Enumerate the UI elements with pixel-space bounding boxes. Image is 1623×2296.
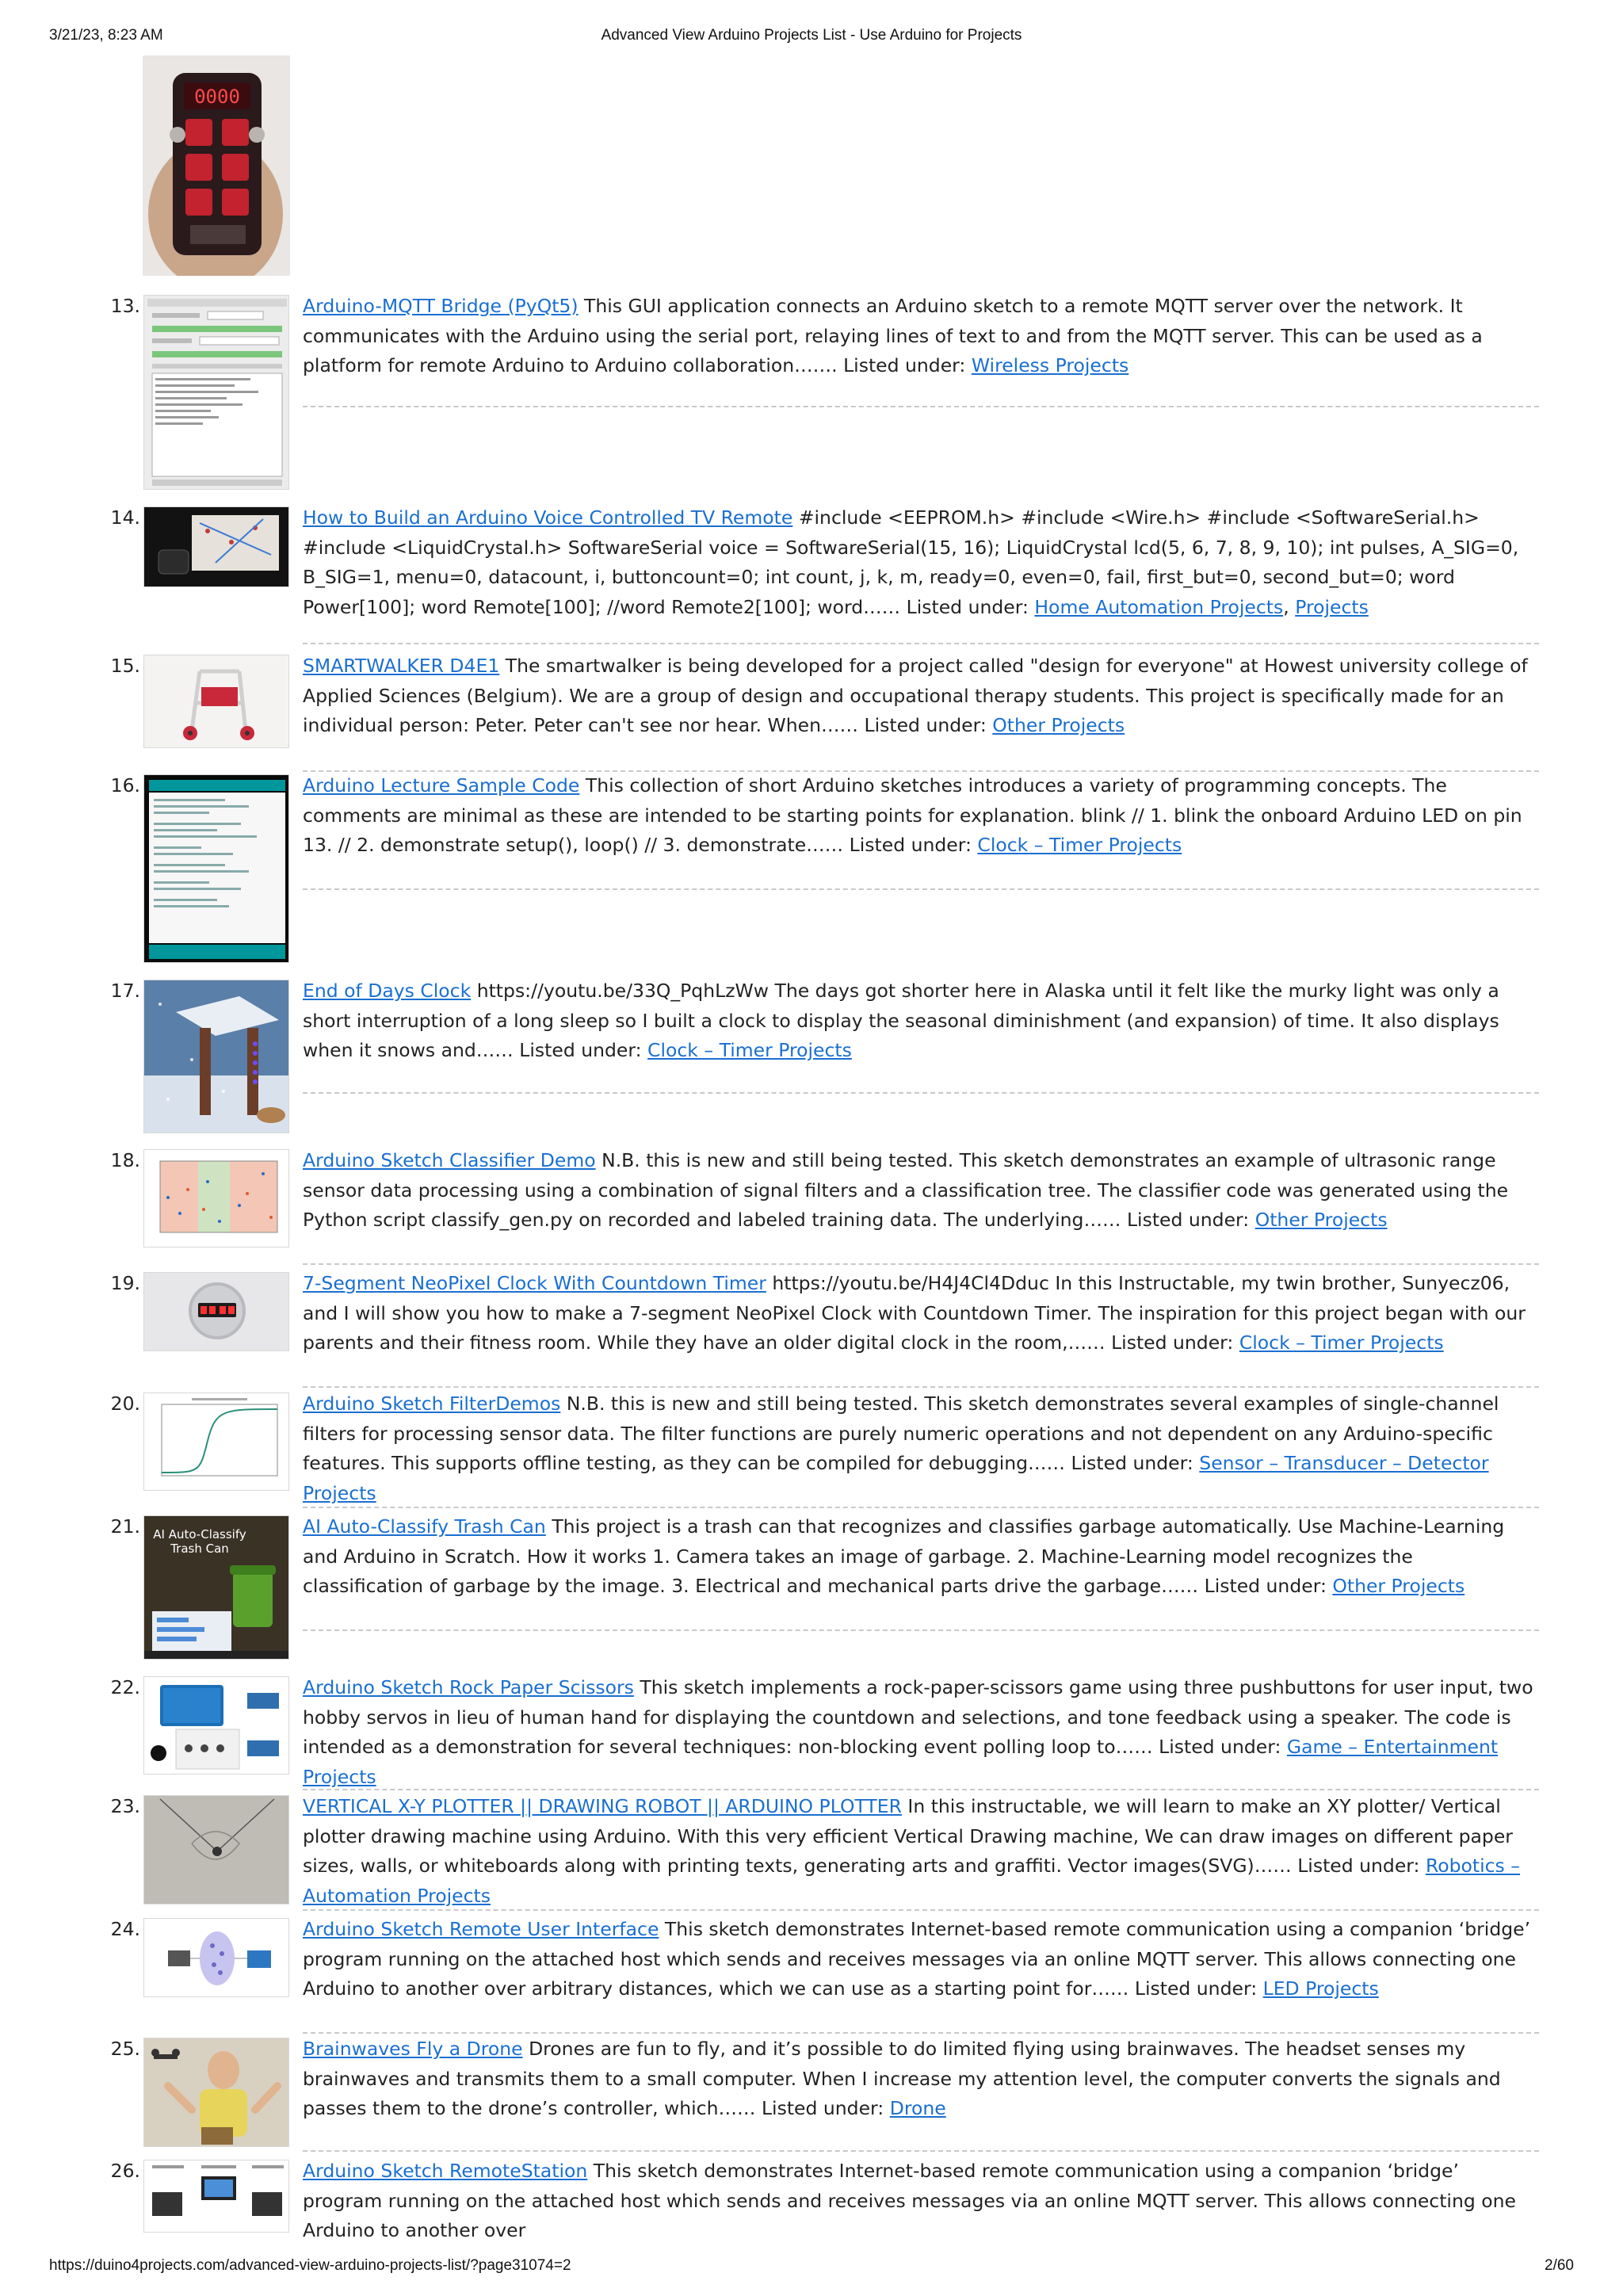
print-footer	[49, 2257, 1574, 2278]
category-link-clock-timer[interactable]: Clock – Timer Projects	[647, 1039, 852, 1061]
category-link-game[interactable]: Game – Entertainment Projects	[303, 1736, 1499, 1788]
category-link-projects[interactable]: Projects	[1295, 595, 1369, 618]
category-link-other[interactable]: Other Projects	[1254, 1209, 1388, 1231]
project-link-vertical-plotter[interactable]: VERTICAL X-Y PLOTTER || DRAWING ROBOT || ARDUINO PLOTTER	[303, 1795, 902, 1817]
thumbnail-tv-remote[interactable]	[143, 506, 289, 587]
print-url: https://duino4projects.com/advanced-view-arduino-projects-list/?page31074=2	[49, 2257, 571, 2274]
item-number: 21.	[110, 1515, 140, 1538]
thumbnail-classifier-plot[interactable]	[143, 1149, 289, 1247]
item-divider	[303, 643, 1539, 644]
listed-under-label: Listed under:	[1134, 1977, 1258, 2000]
project-link-lecture-sample-code[interactable]: Arduino Lecture Sample Code	[303, 774, 580, 797]
category-link-led[interactable]: LED Projects	[1262, 1977, 1379, 2000]
item-body: https://youtu.be/H4J4Cl4Dduc In this Instructable, my twin brother, Sunyecz06, and I will show you how to make a 7-segment NeoPixel Clock with Countdown Timer. The inspiration for this project began with our parents and their fitness room. While they have an older digital clock in the room,……	[303, 1272, 1526, 1354]
item-description	[303, 1389, 1539, 1508]
item-description	[303, 2034, 1539, 2124]
item-body: This project is a trash can that recognizes and classifies garbage automatically. Use Machine-Learning and Arduino in Scratch. How it works 1. Camera takes an image of garbage. 2. Machine-Learning model recognizes the classification of garbage by the image. 3. Electrical and mechanical parts drive the garbage……	[303, 1515, 1505, 1597]
item-number: 26.	[110, 2160, 140, 2182]
thumbnail-vertical-plotter[interactable]	[143, 1795, 289, 1904]
listed-under-label: Listed under:	[849, 834, 972, 856]
thumbnail-remote-user-interface[interactable]	[143, 1918, 289, 1997]
item-description	[303, 976, 1539, 1066]
project-link-end-of-days-clock[interactable]: End of Days Clock	[303, 980, 472, 1002]
listed-under-label: Listed under:	[519, 1039, 642, 1061]
item-divider	[303, 1386, 1539, 1388]
item-number: 17.	[110, 980, 140, 1002]
item-body: This sketch implements a rock-paper-scissors game using three pushbuttons for user input, two hobby servos in lieu of human hand for displaying the countdown and selections, and tone feedback using a speaker. The code is intended as a demonstration for several techniques: non-blocking event polling loop to……	[303, 1676, 1533, 1758]
thumb-caption: AI Auto-Classify	[153, 1527, 246, 1541]
item-description	[303, 292, 1539, 381]
project-link-ai-trash-can[interactable]: AI Auto-Classify Trash Can	[303, 1515, 546, 1538]
thumbnail-rock-paper-scissors[interactable]	[143, 1676, 289, 1775]
item-body: N.B. this is new and still being tested. This sketch demonstrates several examples of single-channel filters for processing sensor data. The filter functions are purely numeric operations and not dependent on any Arduino-specific features. This supports offline testing, as they can be compiled for debugging……	[303, 1392, 1499, 1474]
thumbnail-filter-plot[interactable]	[143, 1392, 289, 1491]
item-body: The smartwalker is being developed for a project called "design for everyone" at Howest university college of Applied Sciences (Belgium). We are a group of design and occupational therapy students. This project is specifically made for an individual person: Peter. Peter can't see nor hear. When……	[303, 655, 1528, 736]
thumbnail-smartwalker[interactable]	[143, 655, 289, 748]
listed-under-label: Listed under:	[1159, 1736, 1281, 1758]
item-number: 14.	[110, 506, 140, 529]
project-link-classifier-demo[interactable]: Arduino Sketch Classifier Demo	[303, 1149, 596, 1171]
item-body: This sketch demonstrates Internet-based remote communication using a companion ‘bridge’ program running on the attached host which sends and receives messages via an online MQTT server. This allows connecting one Arduino to another over arbitrary distances, which we can use as a starting point for……	[303, 1918, 1531, 2000]
project-link-remote-station[interactable]: Arduino Sketch RemoteStation	[303, 2160, 588, 2182]
item-number: 13.	[110, 295, 140, 317]
listed-under-label: Listed under:	[843, 354, 966, 376]
category-link-clock-timer[interactable]: Clock – Timer Projects	[977, 834, 1182, 856]
thumbnail-neopixel-clock[interactable]	[143, 1272, 289, 1351]
print-page-title: Advanced View Arduino Projects List - Use Arduino for Projects	[601, 27, 1022, 44]
project-link-brainwaves-drone[interactable]: Brainwaves Fly a Drone	[303, 2038, 523, 2060]
item-description	[303, 1146, 1539, 1236]
item-description	[303, 771, 1539, 861]
item-description	[303, 1269, 1539, 1358]
device-display-text: 0000	[194, 86, 240, 108]
listed-under-label: Listed under:	[1126, 1209, 1250, 1231]
thumbnail-brainwave-drone[interactable]	[143, 2038, 289, 2147]
item-description	[303, 1792, 1539, 1911]
project-link-smartwalker[interactable]: SMARTWALKER D4E1	[303, 655, 500, 677]
item-body: N.B. this is new and still being tested. This sketch demonstrates an example of ultrasonic range sensor data processing using a combination of signal filters and a classification tree. The classifier code was generated using the Python script classify_gen.py on recorded and labeled training data. The underlying……	[303, 1149, 1509, 1231]
item-number: 22.	[110, 1676, 140, 1698]
item-divider	[303, 1263, 1539, 1265]
thumbnail-remote-station[interactable]	[143, 2160, 289, 2233]
category-link-other[interactable]: Other Projects	[1332, 1575, 1465, 1597]
listed-under-label: Listed under:	[1071, 1452, 1193, 1474]
category-link-clock-timer[interactable]: Clock – Timer Projects	[1239, 1331, 1444, 1354]
thumb-caption: Trash Can	[170, 1541, 229, 1556]
print-page-number: 2/60	[1545, 2257, 1574, 2274]
listed-under-label: Listed under:	[1297, 1855, 1420, 1877]
listed-under-label: Listed under:	[864, 714, 987, 736]
item-description	[303, 2157, 1539, 2246]
item-divider	[303, 406, 1539, 407]
item-divider	[303, 1507, 1539, 1508]
thumbnail-trash-can[interactable]	[143, 1515, 289, 1660]
item-description	[303, 1915, 1539, 2004]
project-link-arduino-mqtt-bridge[interactable]: Arduino-MQTT Bridge (PyQt5)	[303, 295, 579, 317]
category-link-robotics[interactable]: Robotics – Automation Projects	[303, 1855, 1521, 1907]
print-datetime: 3/21/23, 8:23 AM	[49, 27, 163, 44]
thumbnail-arduino-ide[interactable]	[143, 774, 289, 963]
project-link-rock-paper-scissors[interactable]: Arduino Sketch Rock Paper Scissors	[303, 1676, 634, 1698]
category-link-wireless[interactable]: Wireless Projects	[971, 354, 1129, 376]
item-number: 16.	[110, 774, 140, 797]
category-link-other[interactable]: Other Projects	[992, 714, 1125, 736]
print-header	[49, 27, 1574, 48]
listed-under-label: Listed under:	[761, 2097, 884, 2119]
listed-under-label: Listed under:	[906, 595, 1029, 618]
item-divider	[303, 1789, 1539, 1790]
listed-under-label: Listed under:	[1204, 1575, 1327, 1597]
project-link-filter-demos[interactable]: Arduino Sketch FilterDemos	[303, 1392, 561, 1415]
item-number: 20.	[110, 1392, 140, 1415]
item-body: This collection of short Arduino sketches introduces a variety of programming concepts. The comments are minimal as these are intended to be starting points for explanation. blink // 1. blink the onboard Arduino LED on pin 13. // 2. demonstrate setup(), loop() // 3. demonstrate……	[303, 774, 1522, 856]
item-divider	[303, 1909, 1539, 1911]
item-number: 24.	[110, 1918, 140, 1940]
listed-under-label: Listed under:	[1111, 1331, 1234, 1354]
item-body: In this instructable, we will learn to make an XY plotter/ Vertical plotter drawing machine using Arduino. With this very efficient Vertical Drawing machine, We can draw images on different paper sizes, walls, or whiteboards along with printing texts, generating arts and graffiti. Vector images(SVG)……	[303, 1795, 1513, 1877]
item-body: #include <EEPROM.h> #include <Wire.h> #include <SoftwareSerial.h> #include <LiquidCrystal.h> SoftwareSerial voice = SoftwareSerial(15, 16); LiquidCrystal lcd(5, 6, 7, 8, 9, 10); int pulses, A_SIG=0, B_SIG=1, menu=0, datacount, i, buttoncount=0; int count, j, k, m, ready=0, even=0, fail, first_but=0, second_but=0; word Power[100]; word Remote[100]; //word Remote2[100]; word……	[303, 506, 1519, 618]
item-description	[303, 503, 1539, 622]
item-description	[303, 1673, 1539, 1792]
item-divider	[303, 2150, 1539, 2152]
item-number: 23.	[110, 1795, 140, 1817]
thumbnail-end-of-days-clock[interactable]	[143, 980, 289, 1133]
item-divider	[303, 1092, 1539, 1094]
item-body: Drones are fun to fly, and it’s possible to do limited flying using brainwaves. The headset senses my brainwaves and transmits them to a small computer. When I increase my attention level, the computer converts the signals and passes them to the drone’s controller, which……	[303, 2038, 1501, 2119]
project-link-remote-user-interface[interactable]: Arduino Sketch Remote User Interface	[303, 1918, 659, 1940]
item-number: 15.	[110, 655, 140, 677]
item-divider	[303, 888, 1539, 890]
item-body: This sketch demonstrates Internet-based remote communication using a companion ‘bridge’ program running on the attached host which sends and receives messages via an online MQTT server. This allows connecting one Arduino to another over	[303, 2160, 1516, 2241]
item-body: https://youtu.be/33Q_PqhLzWw The days got shorter here in Alaska until it felt like the murky light was only a short interruption of a long sleep so I built a clock to display the seasonal diminishment (and expansion) of time. It also displays when it snows and……	[303, 980, 1499, 1061]
project-link-voice-tv-remote[interactable]: How to Build an Arduino Voice Controlled TV Remote	[303, 506, 793, 529]
category-link-drone[interactable]: Drone	[889, 2097, 946, 2119]
item-divider	[303, 1629, 1539, 1631]
item-number: 25.	[110, 2038, 140, 2060]
item-description	[303, 1512, 1539, 1602]
item-divider	[303, 2032, 1539, 2034]
item-number: 18.	[110, 1149, 140, 1171]
item-number: 19.	[110, 1272, 140, 1294]
thumbnail-pyqt-app[interactable]	[143, 295, 289, 490]
item-description	[303, 651, 1539, 741]
thumbnail-handheld-device[interactable]	[143, 55, 290, 276]
category-link-sensor[interactable]: Sensor – Transducer – Detector Projects	[303, 1452, 1489, 1504]
category-separator: ,	[1283, 595, 1296, 618]
category-link-home-automation[interactable]: Home Automation Projects	[1034, 595, 1284, 618]
item-body: This GUI application connects an Arduino sketch to a remote MQTT server over the network. It communicates with the Arduino using the serial port, relaying lines of text to and from the MQTT server. This can be used as a platform for remote Arduino to Arduino collaboration…….	[303, 295, 1483, 376]
project-link-neopixel-clock[interactable]: 7-Segment NeoPixel Clock With Countdown Timer	[303, 1272, 766, 1294]
